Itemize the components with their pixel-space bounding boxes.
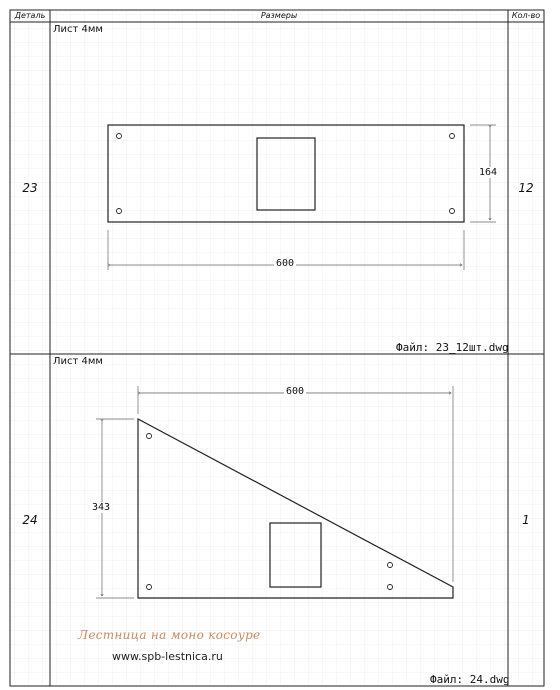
watermark-url[interactable]: www.spb-lestnica.ru [112,650,223,663]
quantity: 1 [522,513,530,527]
header-dimensions: Размеры [260,11,298,20]
dimension-height: 343 [92,502,111,513]
dimension-width: 600 [276,258,295,269]
material-label: Лист 4мм [53,356,103,367]
header-part: Деталь [14,11,46,20]
quantity: 12 [518,181,534,195]
file-name: Файл: 23_12шт.dwg [396,341,509,354]
watermark-title: Лестница на моно косоуре [78,628,261,642]
part-number: 24 [22,513,38,527]
file-name: Файл: 24.dwg [430,673,510,686]
dimension-height: 164 [479,167,498,178]
material-label: Лист 4мм [53,24,103,35]
header-quantity: Кол-во [511,11,541,20]
dimension-width: 600 [286,386,305,397]
part-number: 23 [22,181,38,195]
